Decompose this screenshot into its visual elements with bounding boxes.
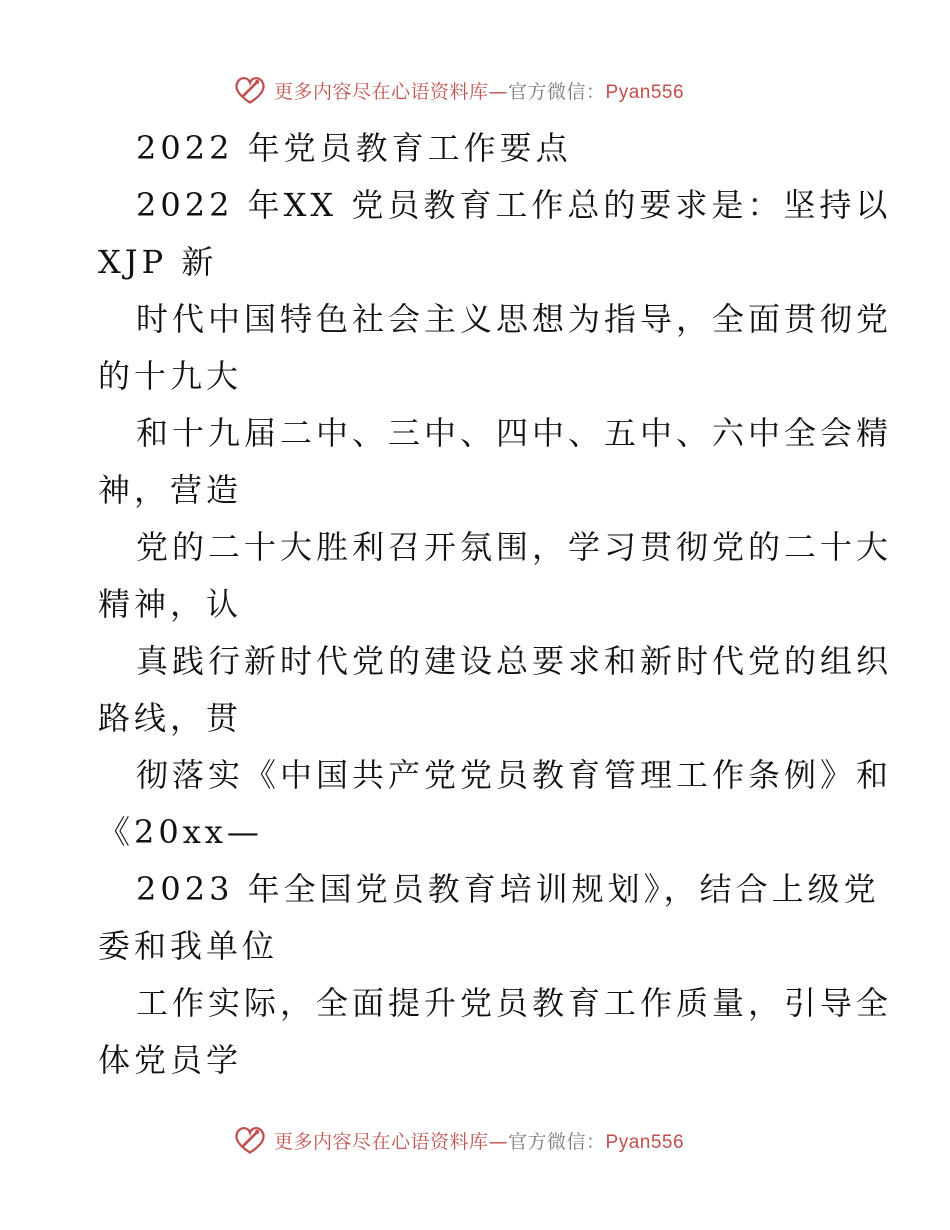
watermark-text (274, 77, 684, 104)
text-line: 2023 年全国党员教育培训规划》，结合上级党 (136, 870, 880, 908)
watermark-brand: 更多内容尽在心语资料库 (274, 1130, 489, 1153)
heart-pen-icon (232, 1122, 268, 1158)
text-line: 的十九大 (98, 357, 243, 395)
watermark-label: 官方微信： (508, 80, 606, 103)
text-line: 彻落实《中国共产党党员教育管理工作条例》和 (136, 756, 893, 794)
text-line: 神，营造 (98, 471, 243, 509)
text-line: 工作实际，全面提升党员教育工作质量，引导全 (136, 984, 893, 1022)
text-line: 委和我单位 (98, 927, 279, 965)
watermark-account: Pyan556 (605, 81, 685, 103)
text-line: 时代中国特色社会主义思想为指导，全面贯彻党 (136, 300, 893, 338)
text-line: 和十九届二中、三中、四中、五中、六中全会精 (136, 414, 893, 452)
heart-pen-icon (232, 72, 268, 108)
watermark-separator: — (488, 80, 509, 103)
text-line: 党的二十大胜利召开氛围，学习贯彻党的二十大 (136, 528, 893, 566)
header-watermark (232, 70, 684, 110)
watermark-account: Pyan556 (605, 1131, 685, 1153)
watermark-label: 官方微信： (508, 1130, 606, 1153)
document-body (98, 120, 893, 1089)
document-title: 2022 年党员教育工作要点 (136, 129, 572, 167)
text-line: 《20xx— (98, 813, 263, 851)
watermark-separator: — (488, 1130, 509, 1153)
text-line: 真践行新时代党的建设总要求和新时代党的组织 (136, 642, 893, 680)
watermark-brand: 更多内容尽在心语资料库 (274, 80, 489, 103)
text-line: 精神，认 (98, 585, 243, 623)
text-line: XJP 新 (98, 243, 218, 281)
text-line: 体党员学 (98, 1041, 243, 1079)
watermark-text (274, 1127, 684, 1154)
text-line: 路线，贯 (98, 699, 243, 737)
footer-watermark (232, 1120, 684, 1160)
text-line: 2022 年XX 党员教育工作总的要求是：坚持以 (136, 186, 892, 224)
